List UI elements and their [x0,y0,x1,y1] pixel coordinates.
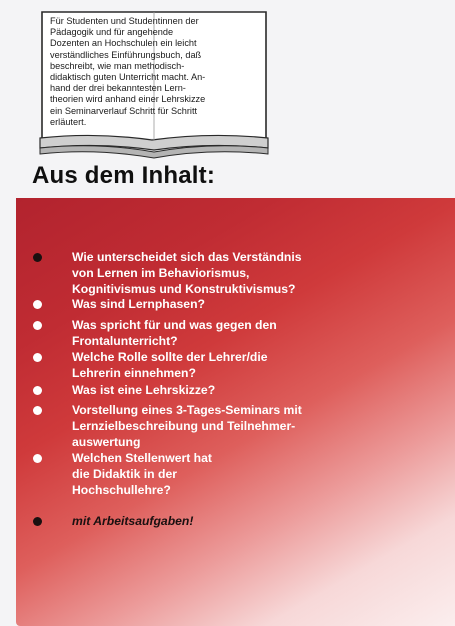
list-item-text: Welchen Stellenwert hat die Didaktik in der Hochschullehre? [72,451,212,497]
bullet-icon [33,300,42,309]
list-item-text: Wie unterscheidet sich das Verständnis von Lernen im Behaviorismus, Kognitivismus und Konstruktivismus? [72,250,302,296]
list-item-text: Vorstellung eines 3-Tages-Seminars mit Lernzielbeschreibung und Teilnehmer- auswertung [72,403,302,449]
bullet-icon [33,386,42,395]
list-item-text: Was spricht für und was gegen den Frontalunterricht? [72,318,277,348]
bullet-icon [33,253,42,262]
list-item-text: Was ist eine Lehrskizze? [72,383,216,397]
bullet-icon [33,454,42,463]
bullet-icon [33,406,42,415]
book-description: Für Studenten und Studentinnen der Pädagogik und für angehende Dozenten an Hochschulen ein leicht verständliches Einführungsbuch, daß beschreibt, wie man methodisch- didaktisch guten Unterricht macht. An- hand der drei bekanntesten Lern- theorien wird anhand einer Lehrskizze ein Seminarverlauf Schritt für Schritt erläutert. [50,16,206,127]
contents-panel [16,198,455,626]
bullet-icon [33,517,42,526]
contents-heading: Aus dem Inhalt: [32,162,216,189]
book-illustration [38,10,270,160]
bullet-icon [33,353,42,362]
list-item-text: mit Arbeitsaufgaben! [72,514,194,528]
list-item-text: Was sind Lernphasen? [72,297,205,311]
bullet-icon [33,321,42,330]
list-item-text: Welche Rolle sollte der Lehrer/die Lehrerin einnehmen? [72,350,268,380]
